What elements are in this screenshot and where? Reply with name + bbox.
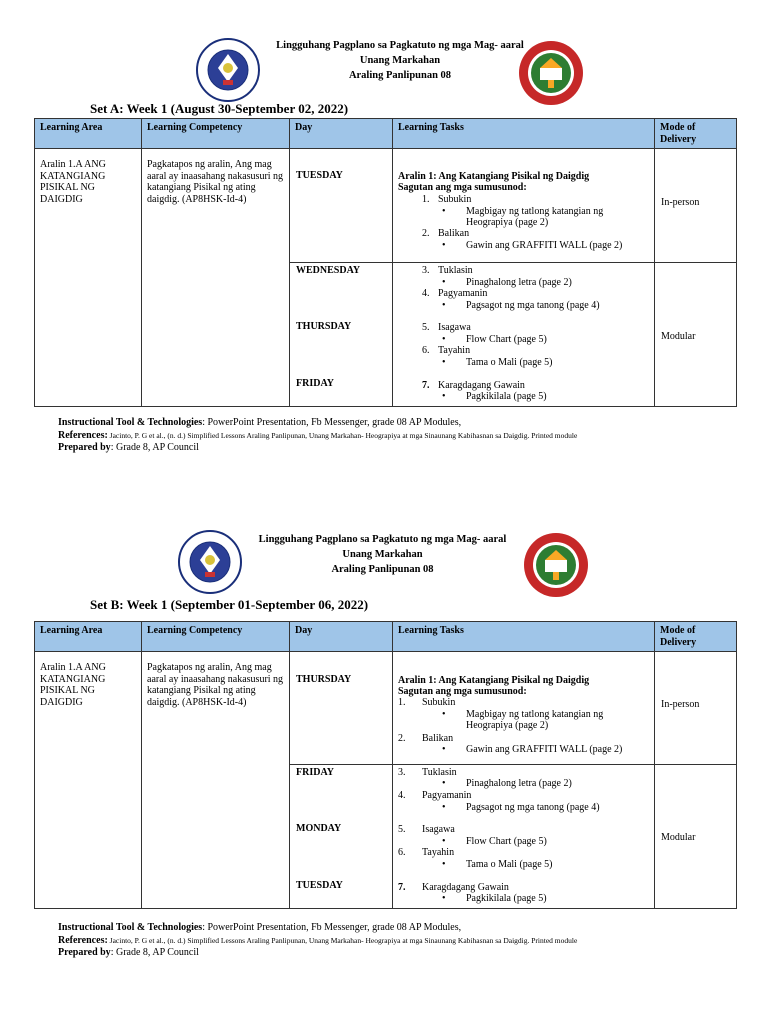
task-item: Balikan bbox=[438, 228, 470, 239]
day-label: TUESDAY bbox=[296, 170, 343, 181]
col-learning-area: Learning Area bbox=[35, 119, 142, 149]
task-subitem: Pagkikilala (page 5) bbox=[466, 893, 547, 904]
task-heading: Aralin 1: Ang Katangiang Pisikal ng Daigdig bbox=[398, 675, 590, 686]
day-label: FRIDAY bbox=[296, 378, 334, 389]
header-line-2: Unang Markahan bbox=[359, 55, 441, 66]
task-item: Isagawa bbox=[438, 322, 471, 333]
task-subitem: Gawin ang GRAFFITI WALL (page 2) bbox=[466, 744, 623, 755]
task-subitem: Flow Chart (page 5) bbox=[466, 836, 547, 847]
footer bbox=[58, 922, 577, 960]
col-mode-of-delivery: Mode of Delivery bbox=[655, 622, 737, 652]
footer bbox=[58, 417, 577, 455]
header-line-2: Unang Markahan bbox=[342, 549, 423, 560]
task-subitem: Heograpiya (page 2) bbox=[466, 720, 549, 731]
lesson-plan-table bbox=[34, 621, 737, 909]
col-mode-of-delivery: Mode of Delivery bbox=[655, 119, 737, 149]
table-header-row bbox=[35, 119, 737, 149]
task-subitem: Pinaghalong letra (page 2) bbox=[466, 778, 572, 789]
mode-label: Modular bbox=[661, 331, 696, 342]
task-subitem: Tama o Mali (page 5) bbox=[466, 357, 553, 368]
header-text bbox=[245, 532, 520, 577]
task-item: Pagyamanin bbox=[438, 288, 488, 299]
col-learning-competency: Learning Competency bbox=[142, 119, 290, 149]
task-item: Isagawa bbox=[422, 824, 455, 835]
task-subitem: Pinaghalong letra (page 2) bbox=[466, 277, 572, 288]
footer-references: References: Jacinto, P. G et al., (n. d.) Simplified Lessons Araling Panlipunan, Unang Markahan- Heograpiya at mga Sinaunang Kabihasnan sa Daigdig. Printed module bbox=[58, 429, 578, 441]
col-day: Day bbox=[290, 119, 393, 149]
learning-area-cell: Aralin 1.A ANG KATANGIANG PISIKAL NG DAIGDIG bbox=[35, 652, 142, 909]
task-subitem: Pagsagot ng mga tanong (page 4) bbox=[466, 300, 600, 311]
table-row bbox=[35, 652, 737, 765]
day-label: MONDAY bbox=[296, 823, 342, 834]
set-title: Set B: Week 1 (September 01-September 06, 2022) bbox=[90, 597, 369, 612]
mode-label: In-person bbox=[661, 699, 700, 710]
header-line-1: Lingguhang Pagplano sa Pagkatuto ng mga Mag- aaral bbox=[258, 534, 507, 545]
mode-label: Modular bbox=[661, 832, 696, 843]
day-label: FRIDAY bbox=[296, 767, 334, 778]
tasks-cell: 3. Tuklasin • Pinaghalong letra (page 2) 4. Pagyamanin • Pagsagot ng mga tanong (page 4) 5. Isagawa • Flow Chart (page 5) 6. Tayahin • Tama o Mali (page 5) 7. Karagdagang Gawain • Pagkikilala (page 5) bbox=[393, 765, 655, 909]
task-subitem: Heograpiya (page 2) bbox=[466, 217, 549, 228]
task-item: Karagdagang Gawain bbox=[438, 380, 525, 391]
learning-area-cell: Aralin 1.A ANG KATANGIANG PISIKAL NG DAIGDIG bbox=[35, 149, 142, 407]
task-subitem: Pagsagot ng mga tanong (page 4) bbox=[466, 802, 600, 813]
col-learning-competency: Learning Competency bbox=[142, 622, 290, 652]
mode-label: In-person bbox=[661, 197, 700, 208]
col-learning-area: Learning Area bbox=[35, 622, 142, 652]
day-cell bbox=[290, 652, 393, 765]
col-learning-tasks: Learning Tasks bbox=[393, 622, 655, 652]
page-header bbox=[0, 530, 768, 602]
task-subitem: Pagkikilala (page 5) bbox=[466, 391, 547, 402]
header-line-3: Araling Panlipunan 08 bbox=[348, 70, 452, 81]
day-cell bbox=[290, 149, 393, 263]
mode-cell bbox=[655, 263, 737, 407]
header-text bbox=[260, 38, 540, 83]
task-item: Tuklasin bbox=[438, 265, 473, 276]
day-cell bbox=[290, 765, 393, 909]
set-title: Set A: Week 1 (August 30-September 02, 2022) bbox=[90, 101, 349, 116]
task-subheading: Sagutan ang mga sumusunod: bbox=[398, 182, 527, 193]
task-subitem: Tama o Mali (page 5) bbox=[466, 859, 553, 870]
lesson-plan-table bbox=[34, 118, 737, 407]
mode-cell bbox=[655, 652, 737, 765]
task-item: Subukin bbox=[422, 697, 456, 708]
footer-prepared-by: Prepared by: Grade 8, AP Council bbox=[58, 442, 199, 453]
deped-seal-icon bbox=[178, 530, 242, 594]
mode-cell bbox=[655, 765, 737, 909]
task-item: Tayahin bbox=[422, 847, 455, 858]
footer-tools: Instructional Tool & Technologies: PowerPoint Presentation, Fb Messenger, grade 08 AP Modules, bbox=[58, 417, 462, 428]
task-subitem: Flow Chart (page 5) bbox=[466, 334, 547, 345]
day-label: TUESDAY bbox=[296, 880, 343, 891]
task-subheading: Sagutan ang mga sumusunod: bbox=[398, 686, 527, 697]
day-cell bbox=[290, 263, 393, 407]
tasks-cell: 3. Tuklasin • Pinaghalong letra (page 2) 4. Pagyamanin • Pagsagot ng mga tanong (page 4) 5. Isagawa • Flow Chart (page 5) 6. Tayahin • Tama o Mali (page 5) 7. Karagdagang Gawain • Pagkikilala (page 5) bbox=[393, 263, 655, 407]
task-item: Subukin bbox=[438, 194, 472, 205]
table-header-row bbox=[35, 622, 737, 652]
task-item: Tuklasin bbox=[422, 767, 457, 778]
header-line-3: Araling Panlipunan 08 bbox=[331, 564, 434, 575]
day-label: WEDNESDAY bbox=[296, 265, 361, 276]
task-item: Balikan bbox=[422, 733, 454, 744]
task-item: Karagdagang Gawain bbox=[422, 882, 509, 893]
footer-references: References: Jacinto, P. G et al., (n. d.) Simplified Lessons Araling Panlipunan, Unang Markahan- Heograpiya at mga Sinaunang Kabihasnan sa Daigdig. Printed module bbox=[58, 934, 578, 946]
day-label: THURSDAY bbox=[296, 321, 352, 332]
table-row bbox=[35, 149, 737, 263]
col-day: Day bbox=[290, 622, 393, 652]
page-header bbox=[0, 38, 768, 110]
deped-seal-icon bbox=[196, 38, 260, 102]
task-subitem: Magbigay ng tatlong katangian ng bbox=[466, 206, 604, 217]
day-label: THURSDAY bbox=[296, 674, 352, 685]
task-item: Tayahin bbox=[438, 345, 471, 356]
task-subitem: Magbigay ng tatlong katangian ng bbox=[466, 709, 604, 720]
tasks-cell: Aralin 1: Ang Katangiang Pisikal ng Daigdig Sagutan ang mga sumusunod: 1. Subukin • Magbigay ng tatlong katangian ng Heograpiya (page 2) 2. Balikan • Gawin ang GRAFFITI WALL (page 2) bbox=[393, 652, 655, 765]
task-item: Pagyamanin bbox=[422, 790, 472, 801]
header-line-1: Lingguhang Pagplano sa Pagkatuto ng mga Mag- aaral bbox=[276, 40, 524, 51]
mode-cell bbox=[655, 149, 737, 263]
tasks-cell: Aralin 1: Ang Katangiang Pisikal ng Daigdig Sagutan ang mga sumusunod: 1. Subukin • Magbigay ng tatlong katangian ng Heograpiya (page 2) 2. Balikan • Gawin ang GRAFFITI WALL (page 2) bbox=[393, 149, 655, 263]
task-heading: Aralin 1: Ang Katangiang Pisikal ng Daigdig bbox=[398, 171, 590, 182]
footer-tools: Instructional Tool & Technologies: PowerPoint Presentation, Fb Messenger, grade 08 AP Modules, bbox=[58, 922, 462, 933]
school-seal-icon bbox=[523, 532, 589, 598]
task-subitem: Gawin ang GRAFFITI WALL (page 2) bbox=[466, 240, 623, 251]
footer-prepared-by: Prepared by: Grade 8, AP Council bbox=[58, 947, 199, 958]
school-seal-icon bbox=[518, 40, 584, 106]
col-learning-tasks: Learning Tasks bbox=[393, 119, 655, 149]
competency-cell: Pagkatapos ng aralin, Ang mag aaral ay inaasahang nakasusuri ng katangiang Pisikal ng ating daigdig. (AP8HSK-Id-4) bbox=[142, 149, 290, 407]
competency-cell: Pagkatapos ng aralin, Ang mag aaral ay inaasahang nakasusuri ng katangiang Pisikal ng ating daigdig. (AP8HSK-Id-4) bbox=[142, 652, 290, 909]
